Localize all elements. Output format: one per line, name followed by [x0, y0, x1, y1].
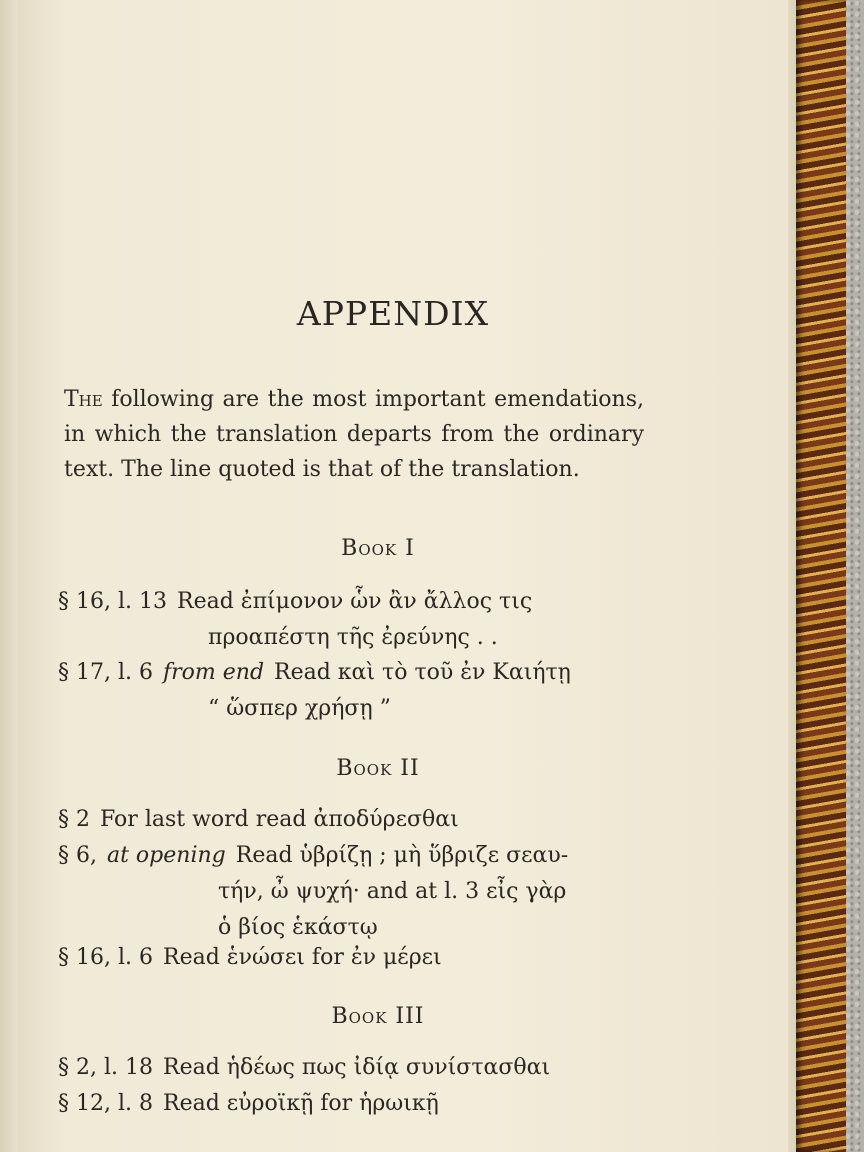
entry-reference-note: at opening	[106, 843, 226, 868]
entry-line: Read καὶ τὸ τοῦ ἐν Καιήτῃ	[274, 660, 571, 685]
gilt-book-cover	[796, 0, 846, 1152]
intro-text: following are the most important emendations, in which the translation departs from the ordinary text. The line quoted is that of the translation.	[64, 387, 644, 482]
page-title: APPENDIX	[296, 294, 490, 333]
entry-reference: § 6,	[58, 843, 97, 868]
book-heading-2: Book II	[336, 756, 420, 781]
entry-line: ὁ βίος ἑκάστῳ	[218, 915, 378, 940]
entry-reference: § 17, l. 6	[58, 660, 153, 685]
entry-line: Read ἑνώσει for ἐν μέρει	[163, 945, 442, 970]
emendation-entry	[58, 584, 658, 656]
entry-reference: § 16, l. 6	[58, 945, 153, 970]
emendation-entry	[58, 655, 658, 727]
entry-line: “ ὥσπερ χρήσῃ ”	[208, 696, 391, 721]
entry-reference: § 16, l. 13	[58, 589, 167, 614]
entry-line: προαπέστη τῆς ἐρεύνης . .	[208, 625, 498, 650]
emendation-entry	[58, 940, 658, 976]
book-heading-1: Book I	[341, 536, 415, 561]
entry-reference: § 2	[58, 807, 90, 832]
entry-line: For last word read ἀποδύρεσθαι	[100, 807, 459, 832]
emendation-entry	[58, 1086, 658, 1122]
entry-line: Read ὑβρίζῃ ; μὴ ὕβριζε σεαυ-	[235, 843, 569, 868]
entry-reference: § 12, l. 8	[58, 1091, 153, 1116]
entry-line: Read ἐπίμονον ὧν ἂν ἄλλος τις	[177, 589, 533, 614]
emendation-entry	[58, 838, 658, 946]
intro-paragraph	[64, 382, 644, 487]
entry-line: Read ἡδέως πως ἰδίᾳ συνίστασθαι	[163, 1055, 551, 1080]
book-heading-3: Book III	[331, 1004, 425, 1029]
entry-reference-note: from end	[163, 660, 265, 685]
book-page	[18, 0, 788, 1152]
entry-line: τήν, ὦ ψυχή· and at l. 3 εἶς γὰρ	[218, 879, 567, 904]
emendation-entry	[58, 802, 658, 838]
emendation-entry	[58, 1050, 658, 1086]
entry-line: Read εὐροϊκῇ for ἡρωικῇ	[163, 1091, 439, 1116]
entry-reference: § 2, l. 18	[58, 1055, 153, 1080]
intro-lead: The	[64, 387, 103, 412]
